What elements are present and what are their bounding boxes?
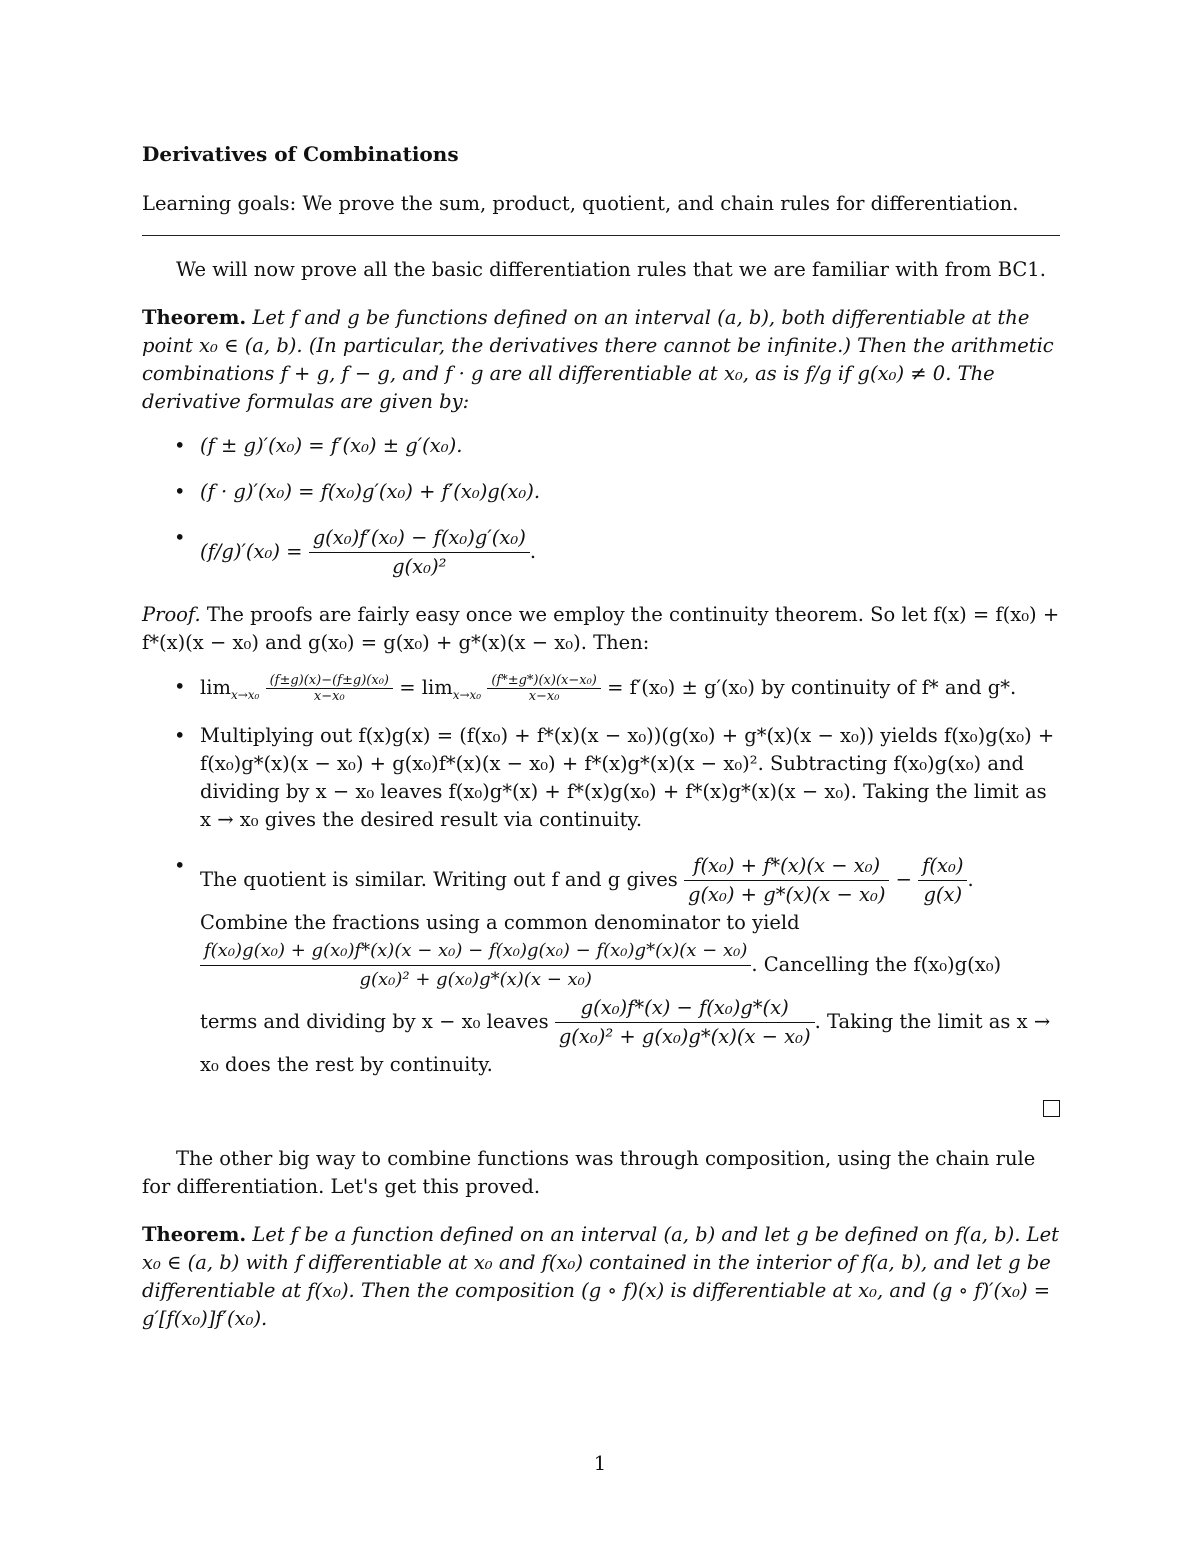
limit-fraction-1: $\frac{\text{(f±g)(x)−(f±g)(x₀)}}{\text{x−x₀}}$: [266, 673, 393, 704]
proof-step-quotient: • The quotient is similar. Writing out f and g gives $\frac{\text{f(x₀) + f*(x)(x − x₀)}}{\text{g(x₀) + g*(x)(x − x₀)}}$ − $\frac{\text{f(x₀)}}{g(x)}$ . Combine the fractions using a common denominator to yield f(x₀)g(x₀) + g(x₀)f*(x)(x − x₀) − f(x₀)g(x₀) − f(x₀)g*(x)(x − x₀) g(x₀)² + g(x₀)g*(x)(x − x₀) . Cancelling the f(x₀)g(x₀) terms and dividing by x − x₀ leaves $\frac{\text{g(x₀)f*(x) − f(x₀)g*(x)}}{\text{g(x₀)² + g(x₀)g*(x)(x − x₀)}}$ . Taking the limit as x → x₀ does the rest by continuity.: [142, 852, 1060, 1079]
document-page: [142, 140, 1060, 1333]
quotient-fraction-2: $\frac{\text{f(x₀)}}{g(x)}$: [918, 852, 967, 909]
horizontal-rule: [142, 235, 1060, 236]
theorem-2-body: Let f be a function defined on an interval (a, b) and let g be defined on f(a, b). Let x₀ ∈ (a, b) with f differentiable at x₀ and f(x₀) contained in the interior of f(a, b), and let g be differentiable at f(x₀). Then the composition (g ∘ f)(x) is differentiable at x₀, and (g ∘ f)′(x₀) = g′[f(x₀)]f′(x₀).: [142, 1223, 1059, 1330]
quotient-fraction-3: f(x₀)g(x₀) + g(x₀)f*(x)(x − x₀) − f(x₀)g(x₀) − f(x₀)g*(x)(x − x₀) g(x₀)² + g(x₀)g*(x)(x − x₀): [200, 937, 751, 994]
page-number: 1: [593, 1452, 607, 1475]
quotient-lhs: (f/g)′(x₀) =: [200, 540, 303, 563]
quotient-fraction: $\frac{\text{g(x₀)f′(x₀) − f(x₀)g′(x₀)}}{\text{g(x₀)²}}$: [309, 524, 530, 581]
formula-product: • (f · g)′(x₀) = f(x₀)g′(x₀) + f′(x₀)g(x₀).: [142, 478, 1060, 506]
theorem-1: [142, 304, 1060, 416]
intro-paragraph: We will now prove all the basic differentiation rules that we are familiar with from BC1.: [176, 258, 1046, 281]
proof-intro: Proof. The proofs are fairly easy once we employ the continuity theorem. So let f(x) = f(x₀) + f*(x)(x − x₀) and g(x₀) = g(x₀) + g*(x)(x − x₀). Then:: [142, 603, 1060, 654]
formula-quotient: • (f/g)′(x₀) = $\frac{\text{g(x₀)f′(x₀) − f(x₀)g′(x₀)}}{\text{g(x₀)²}}$ .: [142, 524, 1060, 581]
theorem-1-label: Theorem.: [142, 306, 247, 329]
quotient-fraction-1: $\frac{\text{f(x₀) + f*(x)(x − x₀)}}{\text{g(x₀) + g*(x)(x − x₀)}}$: [684, 852, 889, 909]
limit-fraction-2: $\frac{\text{(f*±g*)(x)(x−x₀)}}{\text{x−x₀}}$: [487, 673, 601, 704]
theorem-2: [142, 1221, 1060, 1333]
formula-sum: • (f ± g)′(x₀) = f′(x₀) ± g′(x₀).: [142, 432, 1060, 460]
theorem-2-label: Theorem.: [142, 1223, 247, 1246]
proof-steps: [142, 673, 1060, 1079]
qed-box-icon: [142, 1097, 1060, 1125]
page-title: Derivatives of Combinations: [142, 142, 459, 166]
proof-label: Proof.: [142, 603, 201, 626]
composition-intro: The other big way to combine functions was through composition, using the chain rule for differentiation. Let's get this proved.: [142, 1147, 1036, 1198]
proof-step-product: • Multiplying out f(x)g(x) = (f(x₀) + f*(x)(x − x₀))(g(x₀) + g*(x)(x − x₀)) yields f(x₀)g(x₀) + f(x₀)g*(x)(x − x₀) + g(x₀)f*(x)(x − x₀) + f*(x)g*(x)(x − x₀)². Subtracting f(x₀)g(x₀) and dividing by x − x₀ leaves f(x₀)g*(x) + f*(x)g(x₀) + f*(x)g*(x)(x − x₀). Taking the limit as x → x₀ gives the desired result via continuity.: [142, 722, 1060, 834]
learning-goals: Learning goals: We prove the sum, product, quotient, and chain rules for differentiation.: [142, 192, 1019, 215]
proof-step-sum: • $\lim_{x\to x_0}$ $\frac{\text{(f±g)(x)−(f±g)(x₀)}}{\text{x−x₀}}$ = $\lim_{x\to x_0}$ $\frac{\text{(f*±g*)(x)(x−x₀)}}{\text{x−x₀}}$ = f′(x₀) ± g′(x₀) by continuity of f* and g*.: [142, 673, 1060, 704]
derivative-formulas: [142, 432, 1060, 581]
quotient-fraction-4: $\frac{\text{g(x₀)f*(x) − f(x₀)g*(x)}}{\text{g(x₀)² + g(x₀)g*(x)(x − x₀)}}$: [555, 994, 815, 1051]
theorem-1-body: Let f and g be functions defined on an interval (a, b), both differentiable at the point x₀ ∈ (a, b). (In particular, the derivatives there cannot be infinite.) Then the arithmetic combinations f + g, f − g, and f · g are all differentiable at x₀, as is f/g if g(x₀) ≠ 0. The derivative formulas are given by:: [142, 306, 1054, 413]
